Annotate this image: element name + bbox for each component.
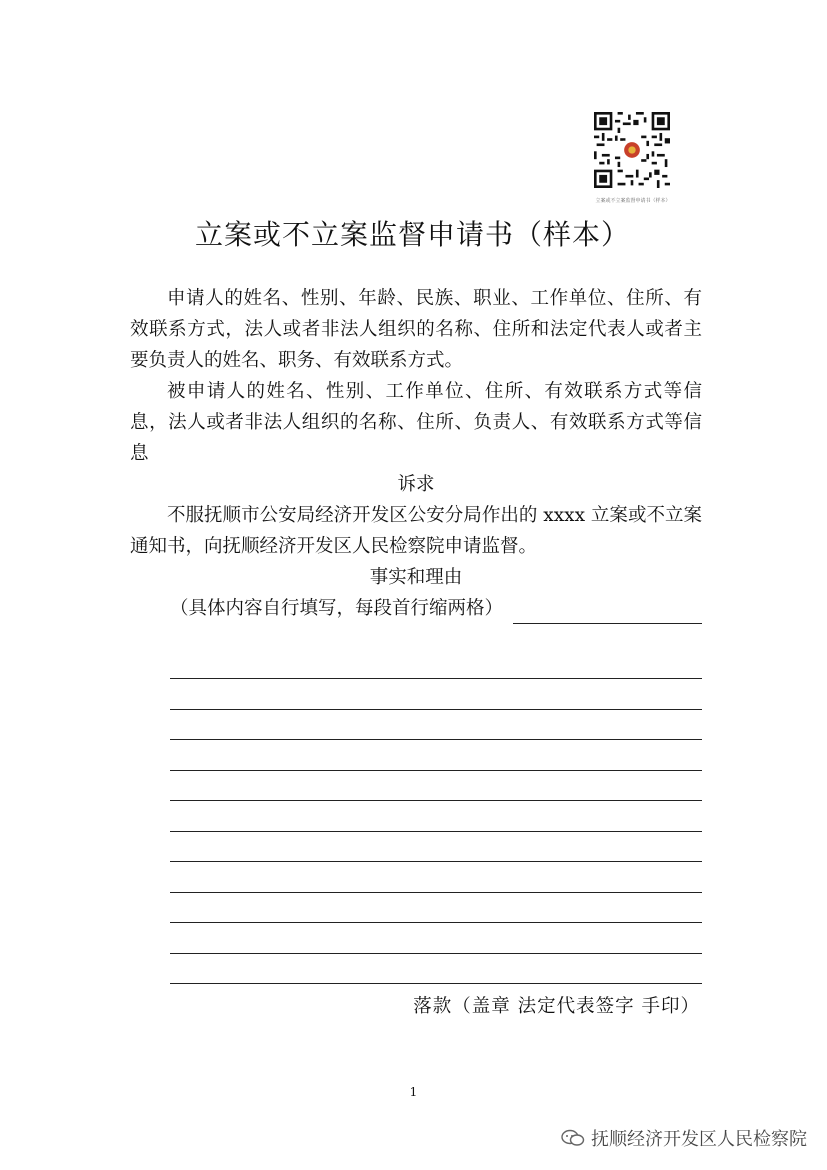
watermark [561,1125,807,1151]
fill-line[interactable] [170,954,702,985]
facts-hint: （具体内容自行填写，每段首行缩两格） [170,598,504,619]
respondent-paragraph: 被申请人的姓名、性别、工作单位、住所、有效联系方式等信息，法人或者非法人组织的名称、住所、负责人、有效联系方式等信息 [130,381,702,464]
qr-caption: 立案或不立案监督申请书（样本） [595,198,671,204]
qr-code-icon [594,112,670,188]
fill-line[interactable] [170,771,702,802]
fill-line[interactable] [170,679,702,710]
document-body [130,283,702,624]
applicant-paragraph: 申请人的姓名、性别、年龄、民族、职业、工作单位、住所、有效联系方式，法人或者非法人组织的名称、住所和法定代表人或者主要负责人的姓名、职务、有效联系方式。 [130,288,702,371]
wechat-icon [561,1129,585,1147]
facts-hint-row [130,593,702,624]
fill-lines [170,678,702,984]
claim-heading: 诉求 [397,474,435,495]
qr-code [594,112,672,188]
page-title: 立案或不立案监督申请书（样本） [194,218,630,251]
fill-line[interactable] [170,862,702,893]
page-number: 1 [409,1085,418,1099]
fill-line[interactable] [170,832,702,863]
fill-line[interactable] [170,710,702,741]
fill-line[interactable] [513,601,702,624]
watermark-text: 抚顺经济开发区人民检察院 [591,1129,807,1150]
fill-line[interactable] [170,740,702,771]
claim-paragraph: 不服抚顺市公安局经济开发区公安分局作出的 xxxx 立案或不立案通知书，向抚顺经济开发区人民检察院申请监督。 [130,505,702,557]
fill-line[interactable] [170,801,702,832]
facts-heading: 事实和理由 [369,567,463,588]
fill-line[interactable] [170,923,702,954]
signature-line: 落款（盖章 法定代表签字 手印） [413,996,700,1017]
fill-line[interactable] [170,893,702,924]
